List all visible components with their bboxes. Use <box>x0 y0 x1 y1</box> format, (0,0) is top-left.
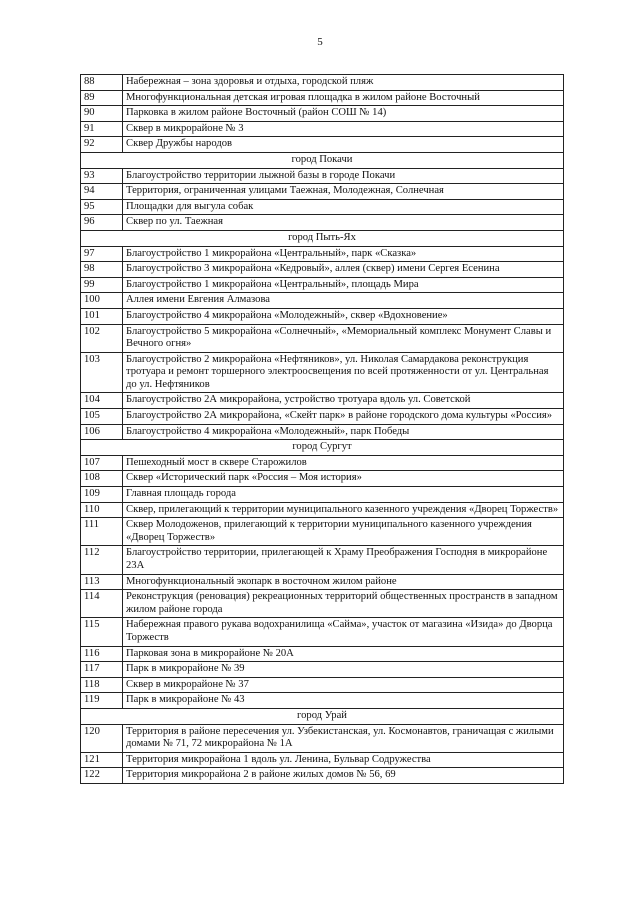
territory-name: Многофункциональная детская игровая площадка в жилом районе Восточный <box>123 90 564 106</box>
table-row <box>81 590 564 618</box>
page-number: 5 <box>317 36 323 48</box>
row-number: 101 <box>81 308 123 324</box>
table-row <box>81 137 564 153</box>
territory-name: Парк в микрорайоне № 39 <box>123 662 564 678</box>
territory-name: Аллея имени Евгения Алмазова <box>123 293 564 309</box>
table-row <box>81 752 564 768</box>
row-number: 95 <box>81 199 123 215</box>
row-number: 119 <box>81 693 123 709</box>
table-row <box>81 215 564 231</box>
table-row <box>81 246 564 262</box>
row-number: 106 <box>81 424 123 440</box>
territory-name: Благоустройство 4 микрорайона «Молодежный», сквер «Вдохновение» <box>123 308 564 324</box>
table-row <box>81 471 564 487</box>
table-row <box>81 487 564 503</box>
table-row <box>81 768 564 784</box>
territory-name: Парковка в жилом районе Восточный (район СОШ № 14) <box>123 106 564 122</box>
row-number: 118 <box>81 677 123 693</box>
row-number: 113 <box>81 574 123 590</box>
city-name: город Покачи <box>81 152 564 168</box>
table-row <box>81 393 564 409</box>
territory-name: Сквер, прилегающий к территории муниципального казенного учреждения «Дворец Торжеств» <box>123 502 564 518</box>
row-number: 89 <box>81 90 123 106</box>
territory-name: Территория в районе пересечения ул. Узбекистанская, ул. Космонавтов, граничащая с жилыми домами № 71, 72 микрорайона № 1А <box>123 724 564 752</box>
territory-name: Территория микрорайона 1 вдоль ул. Ленина, Бульвар Содружества <box>123 752 564 768</box>
table-row <box>81 518 564 546</box>
territory-name: Площадки для выгула собак <box>123 199 564 215</box>
table-row <box>81 662 564 678</box>
table-row <box>81 646 564 662</box>
table-row <box>81 106 564 122</box>
row-number: 117 <box>81 662 123 678</box>
territory-name: Сквер в микрорайоне № 3 <box>123 121 564 137</box>
territory-name: Сквер Молодоженов, прилегающий к территории муниципального казенного учреждения «Дворец Торжеств» <box>123 518 564 546</box>
row-number: 110 <box>81 502 123 518</box>
row-number: 111 <box>81 518 123 546</box>
row-number: 97 <box>81 246 123 262</box>
city-name: город Сургут <box>81 440 564 456</box>
table-row <box>81 502 564 518</box>
table-row <box>81 90 564 106</box>
row-number: 121 <box>81 752 123 768</box>
territory-name: Благоустройство 3 микрорайона «Кедровый», аллея (сквер) имени Сергея Есенина <box>123 262 564 278</box>
table-row <box>81 293 564 309</box>
territory-table <box>80 74 564 784</box>
table-row <box>81 424 564 440</box>
row-number: 108 <box>81 471 123 487</box>
territory-name: Главная площадь города <box>123 487 564 503</box>
row-number: 109 <box>81 487 123 503</box>
territory-name: Благоустройство территории лыжной базы в городе Покачи <box>123 168 564 184</box>
table-row <box>81 677 564 693</box>
table-row <box>81 168 564 184</box>
table-row <box>81 724 564 752</box>
territory-name: Территория микрорайона 2 в районе жилых домов № 56, 69 <box>123 768 564 784</box>
territory-name: Благоустройство 2 микрорайона «Нефтяников», ул. Николая Самардакова реконструкция тротуара и ремонт торшерного электроосвещения по всей протяженности от ул. Центральная до ул. Нефтяников <box>123 352 564 393</box>
table-row <box>81 574 564 590</box>
row-number: 103 <box>81 352 123 393</box>
row-number: 120 <box>81 724 123 752</box>
row-number: 91 <box>81 121 123 137</box>
table-row <box>81 409 564 425</box>
row-number: 112 <box>81 546 123 574</box>
table-row <box>81 75 564 91</box>
table-row <box>81 455 564 471</box>
city-name: город Урай <box>81 708 564 724</box>
row-number: 90 <box>81 106 123 122</box>
row-number: 105 <box>81 409 123 425</box>
territory-name: Пешеходный мост в сквере Старожилов <box>123 455 564 471</box>
row-number: 115 <box>81 618 123 646</box>
row-number: 93 <box>81 168 123 184</box>
territory-name: Территория, ограниченная улицами Таежная, Молодежная, Солнечная <box>123 184 564 200</box>
territory-name: Реконструкция (реновация) рекреационных территорий общественных пространств в западном жилом районе города <box>123 590 564 618</box>
territory-name: Благоустройство территории, прилегающей к Храму Преображения Господня в микрорайоне 23А <box>123 546 564 574</box>
city-header-row <box>81 708 564 724</box>
row-number: 102 <box>81 324 123 352</box>
city-header-row <box>81 230 564 246</box>
territory-name: Набережная правого рукава водохранилища «Сайма», участок от магазина «Изида» до Дворца Торжеств <box>123 618 564 646</box>
table-row <box>81 277 564 293</box>
row-number: 104 <box>81 393 123 409</box>
table-row <box>81 693 564 709</box>
row-number: 94 <box>81 184 123 200</box>
table-row <box>81 618 564 646</box>
row-number: 98 <box>81 262 123 278</box>
row-number: 88 <box>81 75 123 91</box>
table-row <box>81 121 564 137</box>
city-header-row <box>81 152 564 168</box>
territory-name: Благоустройство 2А микрорайона, «Скейт парк» в районе городского дома культуры «Россия» <box>123 409 564 425</box>
territory-name: Парковая зона в микрорайоне № 20А <box>123 646 564 662</box>
city-name: город Пыть-Ях <box>81 230 564 246</box>
row-number: 107 <box>81 455 123 471</box>
city-header-row <box>81 440 564 456</box>
territory-name: Парк в микрорайоне № 43 <box>123 693 564 709</box>
territory-name: Благоустройство 2А микрорайона, устройство тротуара вдоль ул. Советской <box>123 393 564 409</box>
table-row <box>81 199 564 215</box>
table-row <box>81 324 564 352</box>
territory-name: Благоустройство 5 микрорайона «Солнечный», «Мемориальный комплекс Монумент Славы и Вечного огня» <box>123 324 564 352</box>
row-number: 92 <box>81 137 123 153</box>
row-number: 100 <box>81 293 123 309</box>
table-row <box>81 546 564 574</box>
row-number: 96 <box>81 215 123 231</box>
territory-name: Благоустройство 4 микрорайона «Молодежный», парк Победы <box>123 424 564 440</box>
table-row <box>81 184 564 200</box>
table-row <box>81 308 564 324</box>
territory-name: Набережная – зона здоровья и отдыха, городской пляж <box>123 75 564 91</box>
territory-name: Многофункциональный экопарк в восточном жилом районе <box>123 574 564 590</box>
territory-name: Сквер в микрорайоне № 37 <box>123 677 564 693</box>
row-number: 122 <box>81 768 123 784</box>
table-row <box>81 352 564 393</box>
territory-name: Благоустройство 1 микрорайона «Центральный», парк «Сказка» <box>123 246 564 262</box>
row-number: 116 <box>81 646 123 662</box>
territory-name: Благоустройство 1 микрорайона «Центральный», площадь Мира <box>123 277 564 293</box>
territory-table-body <box>81 75 564 784</box>
row-number: 99 <box>81 277 123 293</box>
territory-name: Сквер «Исторический парк «Россия – Моя история» <box>123 471 564 487</box>
territory-name: Сквер по ул. Таежная <box>123 215 564 231</box>
row-number: 114 <box>81 590 123 618</box>
table-row <box>81 262 564 278</box>
territory-name: Сквер Дружбы народов <box>123 137 564 153</box>
